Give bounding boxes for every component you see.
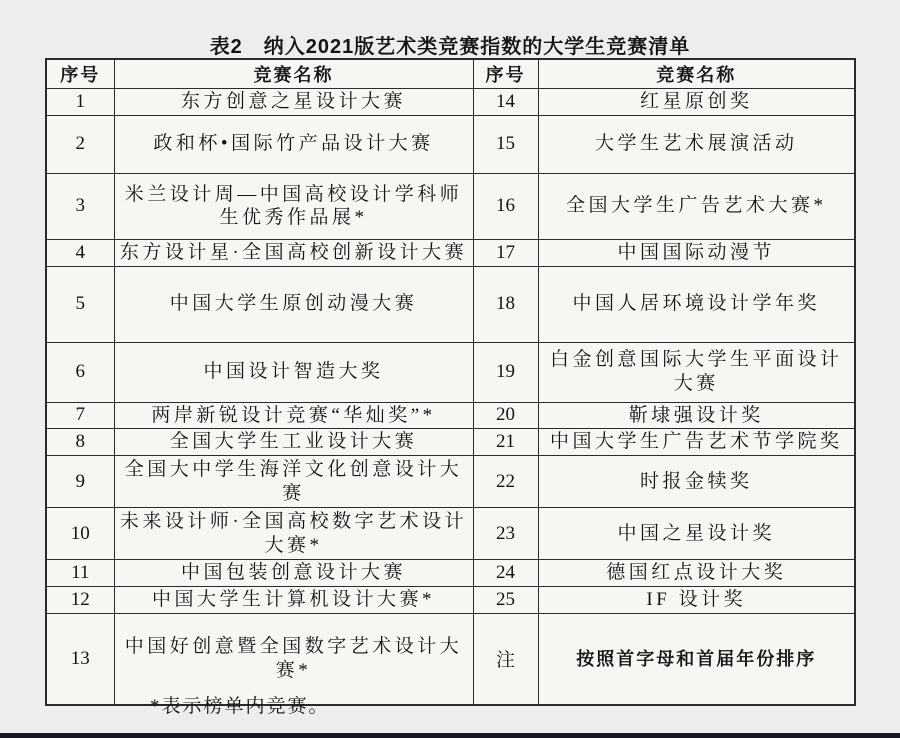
competition-name-cell: 中国设计智造大奖: [114, 342, 473, 402]
row-number-cell: 9: [46, 456, 114, 508]
column-header-left-no: 序号: [46, 59, 114, 89]
competition-table: [45, 58, 856, 706]
competition-name-cell: 未来设计师·全国高校数字艺术设计大赛*: [114, 508, 473, 560]
row-number-cell: 15: [473, 115, 538, 173]
row-number-cell: 25: [473, 586, 538, 613]
table-header: [46, 59, 855, 89]
competition-name-cell: 东方创意之星设计大赛: [114, 89, 473, 116]
row-number-cell: 注: [473, 613, 538, 705]
competition-name-cell: 时报金犊奖: [538, 456, 855, 508]
table-row: [46, 508, 855, 560]
bottom-edge-bar: [0, 733, 900, 738]
row-number-cell: 4: [46, 239, 114, 266]
row-number-cell: 13: [46, 613, 114, 705]
table-row: [46, 429, 855, 456]
competition-name-cell: 东方设计星·全国高校创新设计大赛: [114, 239, 473, 266]
table-body: [46, 89, 855, 706]
competition-name-cell: 按照首字母和首届年份排序: [538, 613, 855, 705]
row-number-cell: 22: [473, 456, 538, 508]
row-number-cell: 12: [46, 586, 114, 613]
table-row: [46, 560, 855, 587]
row-number-cell: 3: [46, 173, 114, 239]
competition-name-cell: 红星原创奖: [538, 89, 855, 116]
table-row: [46, 402, 855, 429]
row-number-cell: 24: [473, 560, 538, 587]
row-number-cell: 17: [473, 239, 538, 266]
column-header-right-name: 竞赛名称: [538, 59, 855, 89]
table-row: [46, 173, 855, 239]
row-number-cell: 14: [473, 89, 538, 116]
row-number-cell: 5: [46, 266, 114, 342]
row-number-cell: 19: [473, 342, 538, 402]
row-number-cell: 7: [46, 402, 114, 429]
competition-name-cell: 全国大中学生海洋文化创意设计大赛: [114, 456, 473, 508]
column-header-right-no: 序号: [473, 59, 538, 89]
row-number-cell: 21: [473, 429, 538, 456]
table-row: [46, 266, 855, 342]
competition-name-cell: 白金创意国际大学生平面设计大赛: [538, 342, 855, 402]
row-number-cell: 11: [46, 560, 114, 587]
competition-name-cell: 全国大学生工业设计大赛: [114, 429, 473, 456]
footnote: *表示榜单内竞赛。: [150, 696, 330, 717]
row-number-cell: 20: [473, 402, 538, 429]
page-title: 表2 纳入2021版艺术类竞赛指数的大学生竞赛清单: [209, 36, 691, 58]
table-row: [46, 456, 855, 508]
competition-name-cell: IF 设计奖: [538, 586, 855, 613]
competition-name-cell: 中国之星设计奖: [538, 508, 855, 560]
row-number-cell: 2: [46, 115, 114, 173]
table-row: [46, 115, 855, 173]
competition-name-cell: 中国国际动漫节: [538, 239, 855, 266]
table-row: [46, 586, 855, 613]
competition-name-cell: 中国人居环境设计学年奖: [538, 266, 855, 342]
table-row: [46, 342, 855, 402]
table-row: [46, 89, 855, 116]
competition-name-cell: 德国红点设计大奖: [538, 560, 855, 587]
competition-name-cell: 全国大学生广告艺术大赛*: [538, 173, 855, 239]
row-number-cell: 10: [46, 508, 114, 560]
competition-name-cell: 两岸新锐设计竞赛“华灿奖”*: [114, 402, 473, 429]
competition-name-cell: 中国大学生原创动漫大赛: [114, 266, 473, 342]
row-number-cell: 1: [46, 89, 114, 116]
competition-name-cell: 中国大学生计算机设计大赛*: [114, 586, 473, 613]
competition-name-cell: 米兰设计周—中国高校设计学科师生优秀作品展*: [114, 173, 473, 239]
row-number-cell: 8: [46, 429, 114, 456]
competition-name-cell: 政和杯•国际竹产品设计大赛: [114, 115, 473, 173]
competition-name-cell: 靳埭强设计奖: [538, 402, 855, 429]
row-number-cell: 16: [473, 173, 538, 239]
competition-name-cell: 大学生艺术展演活动: [538, 115, 855, 173]
competition-name-cell: 中国好创意暨全国数字艺术设计大赛*: [114, 613, 473, 705]
competition-name-cell: 中国包装创意设计大赛: [114, 560, 473, 587]
row-number-cell: 6: [46, 342, 114, 402]
competition-name-cell: 中国大学生广告艺术节学院奖: [538, 429, 855, 456]
header-row: [46, 59, 855, 89]
column-header-left-name: 竞赛名称: [114, 59, 473, 89]
row-number-cell: 18: [473, 266, 538, 342]
row-number-cell: 23: [473, 508, 538, 560]
table-row: [46, 239, 855, 266]
